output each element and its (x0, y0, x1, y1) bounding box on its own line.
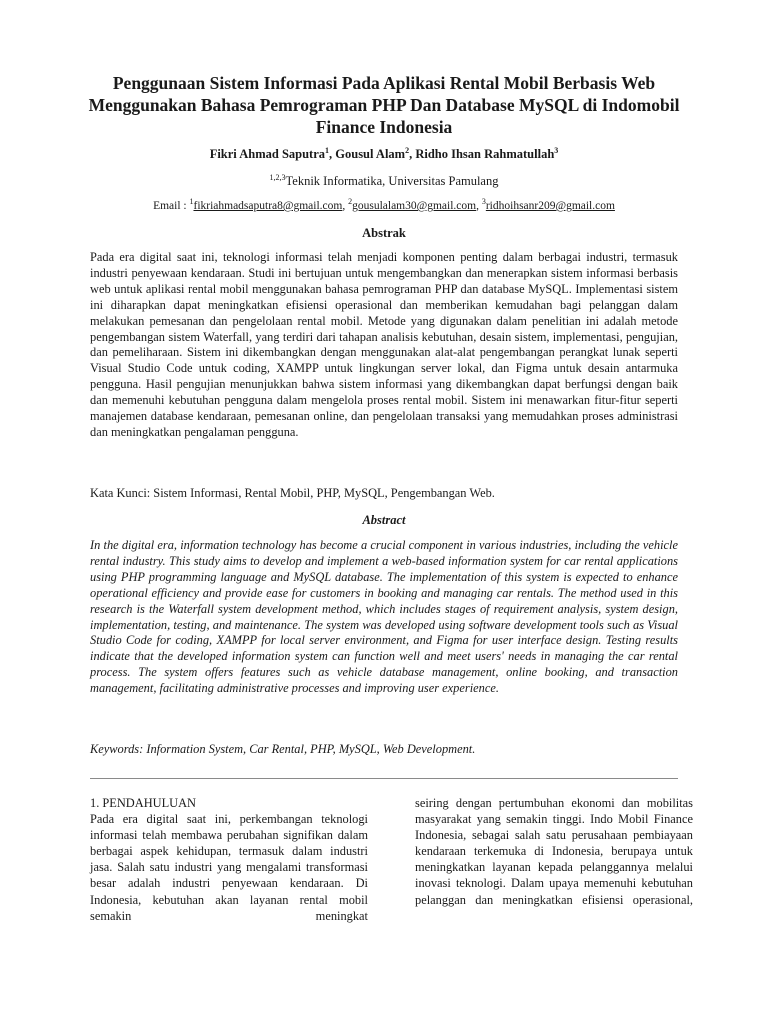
body-column-right (415, 795, 693, 908)
author-sup: 2 (405, 145, 410, 155)
email-sup: 3 (481, 197, 486, 207)
email-sup: 2 (348, 197, 353, 207)
email-line: Email : $^1$fikriahmadsaputra8@gmail.com, $^2$gousulalam30@gmail.com, $^3$ridhoihsanr209@gmail.com (153, 197, 615, 212)
author-sup: 1 (325, 145, 330, 155)
author-sup: 3 (554, 145, 559, 155)
author-name: Fikri Ahmad Saputra (209, 147, 326, 161)
email-link[interactable]: fikriahmadsaputra8@gmail.com (193, 200, 343, 212)
abstrak-heading: Abstrak (362, 226, 406, 240)
affiliation-text: Teknik Informatika, Universitas Pamulang (285, 174, 499, 188)
section-heading: 1. PENDAHULUAN (90, 796, 197, 810)
abstract-heading: Abstract (362, 513, 406, 527)
keywords: Keywords: Information System, Car Rental, PHP, MySQL, Web Development. (90, 742, 476, 756)
affiliation-sup: 1,2,3 (269, 172, 286, 182)
author-name: Gousul Alam (335, 147, 406, 161)
author-list: Fikri Ahmad Saputra$^1$, Gousul Alam$^2$, Ridho Ihsan Rahmatullah$^3$ (209, 145, 559, 161)
kata-kunci: Kata Kunci: Sistem Informasi, Rental Mobil, PHP, MySQL, Pengembangan Web. (90, 486, 495, 500)
email-link[interactable]: gousulalam30@gmail.com (352, 200, 477, 212)
abstract-text: In the digital era, information technology has become a crucial component in various industries, including the vehicle rental industry. This study aims to develop and implement a web-based information system for car rental applications using PHP programming language and MySQL database. The implementation of this system is expected to enhance operational efficiency and provide ease for customers in booking and managing car rentals. The method used in this research is the Waterfall system development method, which includes stages of requirement analysis, system design, implementation, testing, and maintenance. The system was developed using software development tools such as Visual Studio Code for coding, XAMPP for local server environment, and Figma for user interface design. Testing results indicate that the developed information system can function well and meet users' needs in managing the car rental process. The system offers features such as vehicle database management, online booking, and transaction management, facilitating administrative processes and improving user experience. (90, 538, 678, 696)
email-sup: 1 (189, 197, 194, 207)
paper-title: Penggunaan Sistem Informasi Pada Aplikasi Rental Mobil Berbasis Web Menggunakan Bahasa Pemrograman PHP Dan Database MySQL di Indomobil Finance Indonesia (88, 73, 680, 137)
body-column-left (90, 795, 368, 924)
section-divider (90, 778, 678, 779)
abstrak-text: Pada era digital saat ini, teknologi informasi telah menjadi komponen penting dalam berbagai industri, termasuk industri penyewaan kendaraan. Studi ini bertujuan untuk mengembangkan dan menerapkan sistem informasi berbasis web untuk aplikasi rental mobil menggunakan bahasa pemrograman PHP dan database MySQL. Implementasi sistem ini diharapkan dapat meningkatkan efisiensi operasional dan memberikan kemudahan bagi pelanggan dalam melakukan pemesanan dan pengelolaan rental mobil. Metode yang digunakan dalam penelitian ini adalah metode pengembangan sistem Waterfall, yang terdiri dari tahapan analisis kebutuhan, desain sistem, implementasi, pengujian, dan pemeliharaan. Sistem ini dikembangkan dengan menggunakan alat-alat pengembangan perangkat lunak seperti Visual Studio Code untuk coding, XAMPP untuk lingkungan server lokal, dan Figma untuk desain antarmuka pengguna. Hasil pengujian menunjukkan bahwa sistem informasi yang dikembangkan dapat berfungsi dengan baik dan memenuhi kebutuhan pengguna dalam mengelola proses rental mobil. Sistem ini menawarkan fitur-fitur seperti manajemen database kendaraan, pemesanan online, dan pengelolaan transaksi yang memudahkan proses administrasi dan meningkatkan pengalaman pengguna. (90, 250, 678, 439)
email-label: Email : (153, 200, 190, 212)
body-paragraph: Pada era digital saat ini, perkembangan teknologi informasi telah membawa perubahan signifikan dalam berbagai aspek kehidupan, termasuk dalam industri jasa. Salah satu industri yang mengalami transformasi besar adalah industri penyewaan kendaraan. Di Indonesia, kebutuhan akan layanan rental mobil semakin meningkat (90, 812, 368, 923)
affiliation (60, 174, 708, 189)
author-name: Ridho Ihsan Rahmatullah (415, 147, 555, 161)
body-paragraph: seiring dengan pertumbuhan ekonomi dan mobilitas masyarakat yang semakin tinggi. Indo Mobil Finance Indonesia, sebagai salah satu perusahaan pembiayaan kendaraan terkemuka di Indonesia, berupaya untuk meningkatkan layanan kepada pelanggannya melalui inovasi teknologi. Dalam upaya memenuhi kebutuhan pelanggan dan meningkatkan efisiensi operasional, (415, 796, 693, 907)
email-link[interactable]: ridhoihsanr209@gmail.com (485, 200, 615, 212)
